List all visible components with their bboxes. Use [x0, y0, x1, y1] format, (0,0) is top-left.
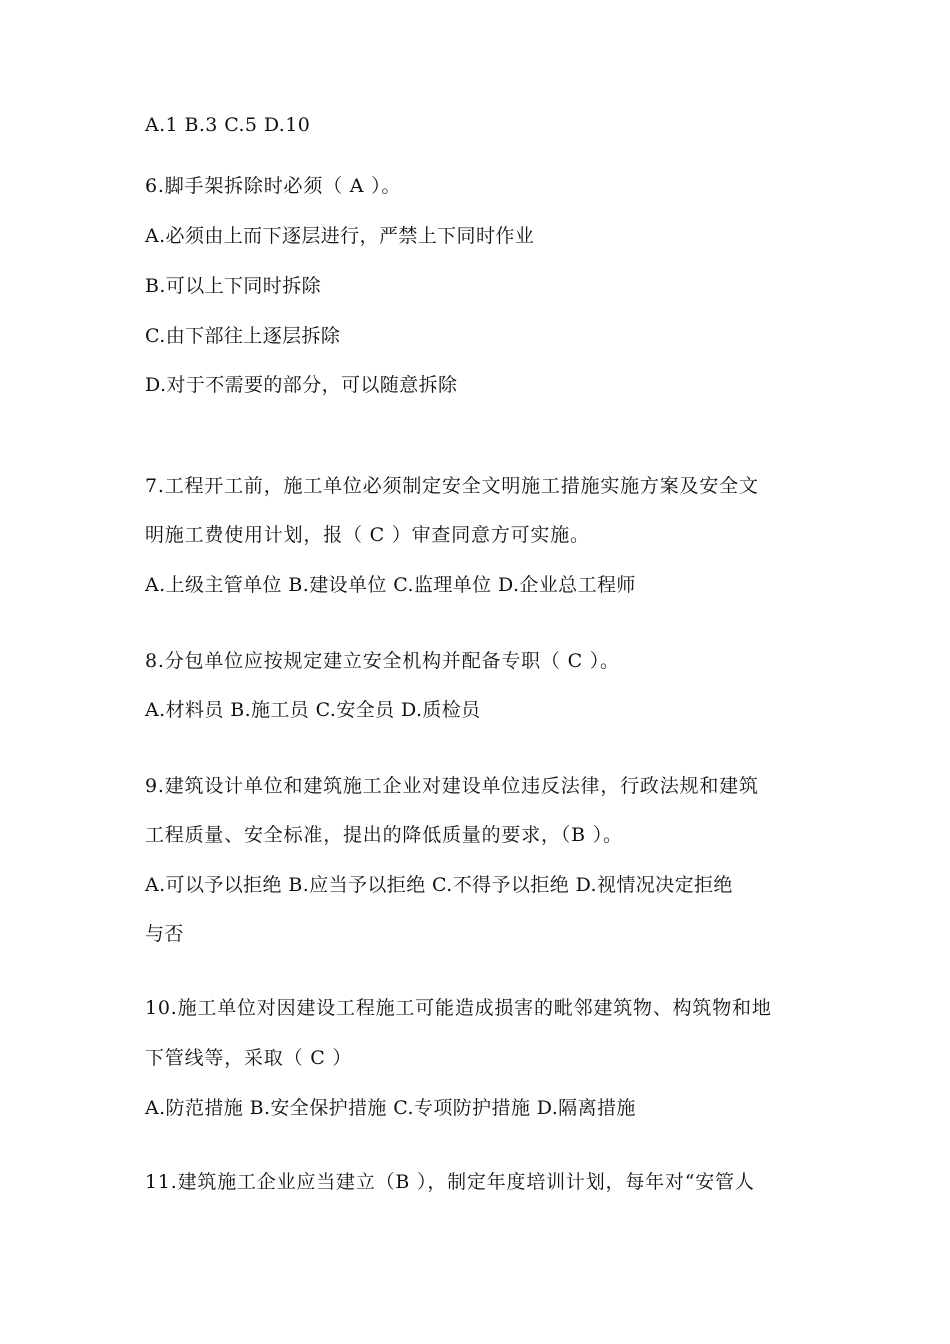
- q10-options: A.防范措施 B.安全保护措施 C.专项防护措施 D.隔离措施: [145, 1097, 636, 1119]
- q6-option-b: B.可以上下同时拆除: [145, 275, 322, 297]
- q7-question-line1: 7.工程开工前，施工单位必须制定安全文明施工措施实施方案及安全文: [145, 475, 759, 497]
- q8-question: 8.分包单位应按规定建立安全机构并配备专职（ C ）。: [145, 650, 620, 672]
- q9-question-line1: 9.建筑设计单位和建筑施工企业对建设单位违反法律，行政法规和建筑: [145, 775, 759, 797]
- q11-question-line1: 11.建筑施工企业应当建立（B ），制定年度培训计划，每年对“安管人: [145, 1171, 755, 1193]
- q10-question-line2: 下管线等，采取（ C ）: [145, 1047, 353, 1069]
- q7-question-line2: 明施工费使用计划，报（ C ）审查同意方可实施。: [145, 524, 590, 546]
- q5-options: A.1 B.3 C.5 D.10: [145, 114, 311, 136]
- q6-question: 6.脚手架拆除时必须（ A ）。: [145, 175, 402, 197]
- q9-options-line1: A.可以予以拒绝 B.应当予以拒绝 C.不得予以拒绝 D.视情况决定拒绝: [145, 874, 733, 896]
- q6-option-c: C.由下部往上逐层拆除: [145, 325, 341, 347]
- q8-options: A.材料员 B.施工员 C.安全员 D.质检员: [145, 699, 481, 721]
- q6-option-a: A.必须由上而下逐层进行，严禁上下同时作业: [145, 225, 535, 247]
- q7-options: A.上级主管单位 B.建设单位 C.监理单位 D.企业总工程师: [145, 574, 636, 596]
- q10-question-line1: 10.施工单位对因建设工程施工可能造成损害的毗邻建筑物、构筑物和地: [145, 997, 772, 1019]
- q9-question-line2: 工程质量、安全标准，提出的降低质量的要求，（B ）。: [145, 824, 623, 846]
- q9-options-line2: 与否: [145, 923, 184, 945]
- q6-option-d: D.对于不需要的部分，可以随意拆除: [145, 374, 458, 396]
